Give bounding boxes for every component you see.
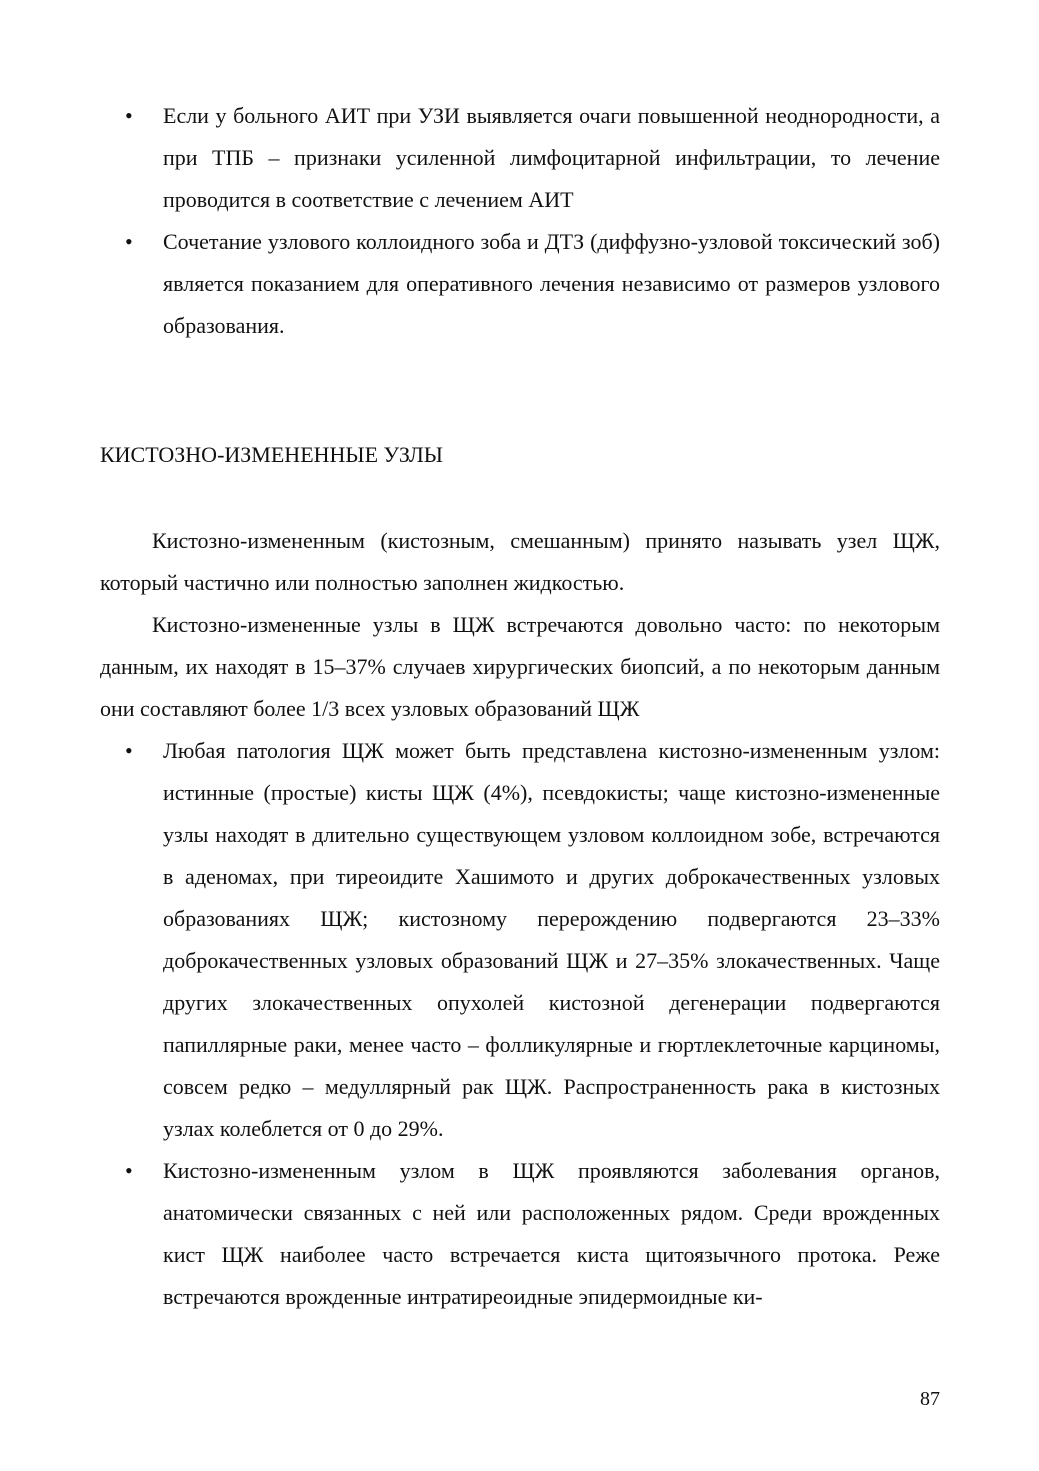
bullet-list-top bbox=[100, 95, 940, 347]
bullet-marker: • bbox=[125, 738, 133, 763]
bullet-list-section bbox=[100, 730, 940, 1318]
list-item bbox=[100, 221, 940, 347]
list-item-text: Любая патология ЩЖ может быть представлена кистозно-измененным узлом: истинные (простые) кисты ЩЖ (4%), псевдокисты; чаще кистозно-измененные узлы находят в длительно существующем узловом коллоидном зобе, встречаются в аденомах, при тиреоидите Хашимото и других доброкачественных узловых образованиях ЩЖ; кистозному перерождению подвергаются 23–33% доброкачественных узловых образований ЩЖ и 27–35% злокачественных. Чаще других злокачественных опухолей кистозной дегенерации подвергаются папиллярные раки, менее часто – фолликулярные и гюртлеклеточные карциномы, совсем редко – медуллярный рак ЩЖ. Распространенность рака в кистозных узлах колеблется от 0 до 29%. bbox=[163, 738, 940, 1141]
list-item-text: Сочетание узлового коллоидного зоба и ДТЗ (диффузно-узловой токсический зоб) является показанием для оперативного лечения независимо от размеров узлового образования. bbox=[163, 229, 940, 338]
paragraph: Кистозно-измененным (кистозным, смешанным) принято называть узел ЩЖ, который частично или полностью заполнен жидкостью. bbox=[100, 528, 940, 595]
section-heading: КИСТОЗНО-ИЗМЕНЕННЫЕ УЗЛЫ bbox=[100, 442, 443, 467]
bullet-marker: • bbox=[125, 1158, 133, 1183]
paragraph: Кистозно-измененные узлы в ЩЖ встречаются довольно часто: по некоторым данным, их находят в 15–37% случаев хирургических биопсий, а по некоторым данным они составляют более 1/3 всех узловых образований ЩЖ bbox=[100, 612, 940, 721]
list-item-text: Кистозно-измененным узлом в ЩЖ проявляются заболевания органов, анатомически связанных с ней или расположенных рядом. Среди врожденных кист ЩЖ наиболее часто встречается киста щитоязычного протока. Реже встречаются врожденные интратиреоидные эпидермоидные ки- bbox=[163, 1158, 940, 1309]
page-number: 87 bbox=[920, 1388, 940, 1410]
list-item-text: Если у больного АИТ при УЗИ выявляется очаги повышенной неоднородности, а при ТПБ – признаки усиленной лимфоцитарной инфильтрации, то лечение проводится в соответствие с лечением АИТ bbox=[163, 103, 940, 212]
list-item bbox=[100, 1150, 940, 1318]
list-item bbox=[100, 730, 940, 1150]
list-item bbox=[100, 95, 940, 221]
bullet-marker: • bbox=[125, 229, 133, 254]
bullet-marker: • bbox=[125, 103, 133, 128]
